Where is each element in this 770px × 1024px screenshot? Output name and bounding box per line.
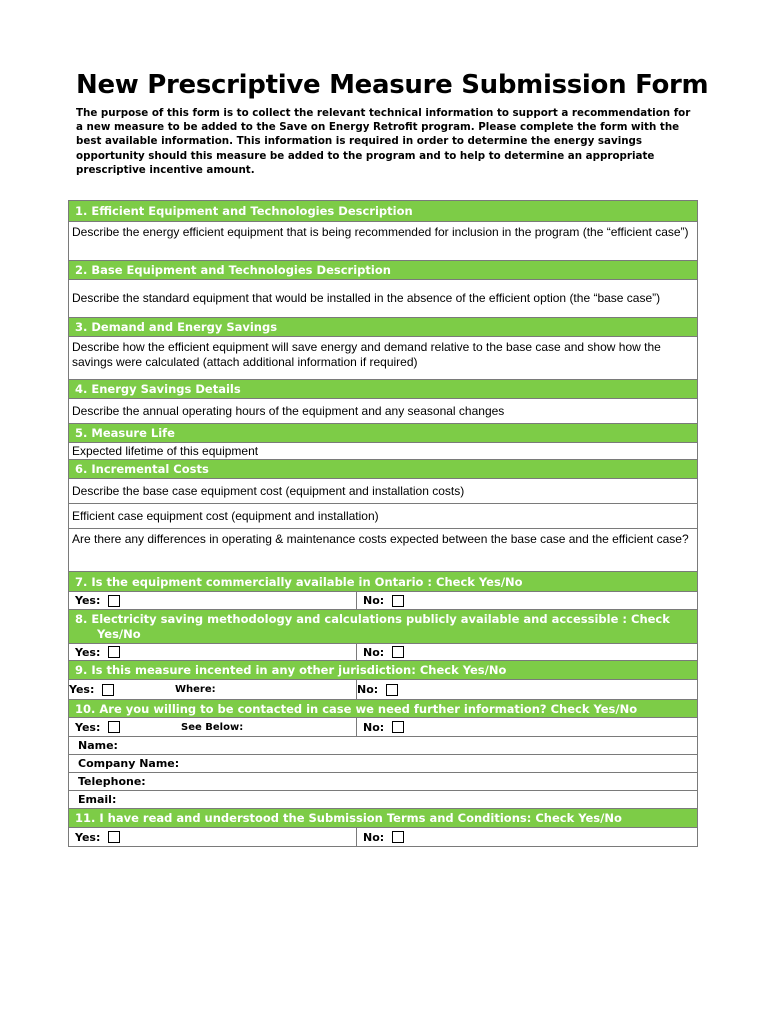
email-field[interactable] (69, 791, 697, 809)
s7-no-checkbox[interactable] (392, 595, 404, 607)
section-5-header: 5. Measure Life (69, 424, 697, 443)
s9-yes-checkbox[interactable] (102, 684, 114, 696)
section-11-options (69, 828, 697, 846)
company-name-label: Company Name: (78, 757, 180, 770)
section-11-header: 11. I have read and understood the Submission Terms and Conditions: Check Yes/No (69, 809, 697, 828)
section-3-header: 3. Demand and Energy Savings (69, 318, 697, 337)
where-label: Where: (175, 684, 216, 695)
section-6-base-cost-field[interactable] (69, 479, 697, 504)
section-9-options (69, 680, 697, 700)
submission-form (68, 200, 698, 847)
name-label: Name: (78, 739, 118, 752)
s9-no-checkbox[interactable] (386, 684, 398, 696)
section-6-maintenance-field[interactable] (69, 529, 697, 572)
s8-no-checkbox[interactable] (392, 646, 404, 658)
section-8-header (69, 610, 697, 644)
name-field[interactable] (69, 737, 697, 755)
s7-yes-checkbox[interactable] (108, 595, 120, 607)
s10-yes-checkbox[interactable] (108, 721, 120, 733)
section-2-header: 2. Base Equipment and Technologies Description (69, 261, 697, 280)
section-6-prompt-1: Describe the base case equipment cost (equipment and installation costs) (72, 483, 465, 498)
no-label: No: (363, 720, 385, 734)
section-9-header: 9. Is this measure incented in any other jurisdiction: Check Yes/No (69, 661, 697, 680)
telephone-field[interactable] (69, 773, 697, 791)
section-10-header: 10. Are you willing to be contacted in case we need further information? Check Yes/No (69, 700, 697, 718)
section-10-options (69, 718, 697, 737)
yes-label: Yes: (75, 645, 101, 659)
section-1-prompt: Describe the energy efficient equipment that is being recommended for inclusion in the program (the “efficient case”) (72, 225, 689, 239)
section-6-prompt-2: Efficient case equipment cost (equipment and installation) (72, 508, 379, 523)
section-8-options (69, 644, 697, 661)
no-label: No: (357, 683, 379, 696)
section-3-field[interactable] (69, 337, 697, 380)
section-2-field[interactable] (69, 280, 697, 318)
s10-no-checkbox[interactable] (392, 721, 404, 733)
telephone-label: Telephone: (78, 775, 146, 788)
s11-no-checkbox[interactable] (392, 831, 404, 843)
section-5-prompt: Expected lifetime of this equipment (72, 443, 259, 458)
no-label: No: (363, 830, 385, 844)
section-4-prompt: Describe the annual operating hours of the equipment and any seasonal changes (72, 403, 505, 418)
section-7-options (69, 592, 697, 610)
section-8-title-line-2: Yes/No (97, 627, 141, 641)
email-label: Email: (78, 793, 117, 806)
section-6-efficient-cost-field[interactable] (69, 504, 697, 529)
intro-paragraph: The purpose of this form is to collect the relevant technical information to support a recommendation for a new measure to be added to the Save on Energy Retrofit program. Please complete the form with the best available information. This information is required in order to determine the energy savings opportunity should this measure be added to the program and to help to determine an appropriate prescriptive incentive amount. (76, 107, 691, 176)
section-2-prompt: Describe the standard equipment that would be installed in the absence of the efficient option (the “base case”) (72, 291, 661, 305)
no-label: No: (363, 645, 385, 659)
yes-label: Yes: (75, 720, 101, 734)
company-name-field[interactable] (69, 755, 697, 773)
section-8-title-line-1: 8. Electricity saving methodology and calculations publicly available and accessible : Check (75, 612, 670, 626)
yes-label: Yes: (75, 594, 101, 607)
section-6-prompt-3: Are there any differences in operating & maintenance costs expected between the base case and the efficient case? (72, 532, 689, 546)
section-3-prompt: Describe how the efficient equipment will save energy and demand relative to the base case and show how the savings were calculated (attach additional information if required) (72, 340, 661, 369)
section-7-header: 7. Is the equipment commercially available in Ontario : Check Yes/No (69, 572, 697, 592)
section-6-header: 6. Incremental Costs (69, 460, 697, 479)
yes-label: Yes: (69, 683, 95, 696)
s8-yes-checkbox[interactable] (108, 646, 120, 658)
section-4-header: 4. Energy Savings Details (69, 380, 697, 399)
yes-label: Yes: (75, 830, 101, 844)
s11-yes-checkbox[interactable] (108, 831, 120, 843)
section-1-field[interactable] (69, 222, 697, 261)
no-label: No: (363, 594, 385, 607)
section-1-header: 1. Efficient Equipment and Technologies Description (69, 201, 697, 222)
section-4-field[interactable] (69, 399, 697, 424)
page-title: New Prescriptive Measure Submission Form (76, 70, 709, 100)
see-below-label: See Below: (181, 721, 244, 733)
section-5-field[interactable] (69, 443, 697, 460)
